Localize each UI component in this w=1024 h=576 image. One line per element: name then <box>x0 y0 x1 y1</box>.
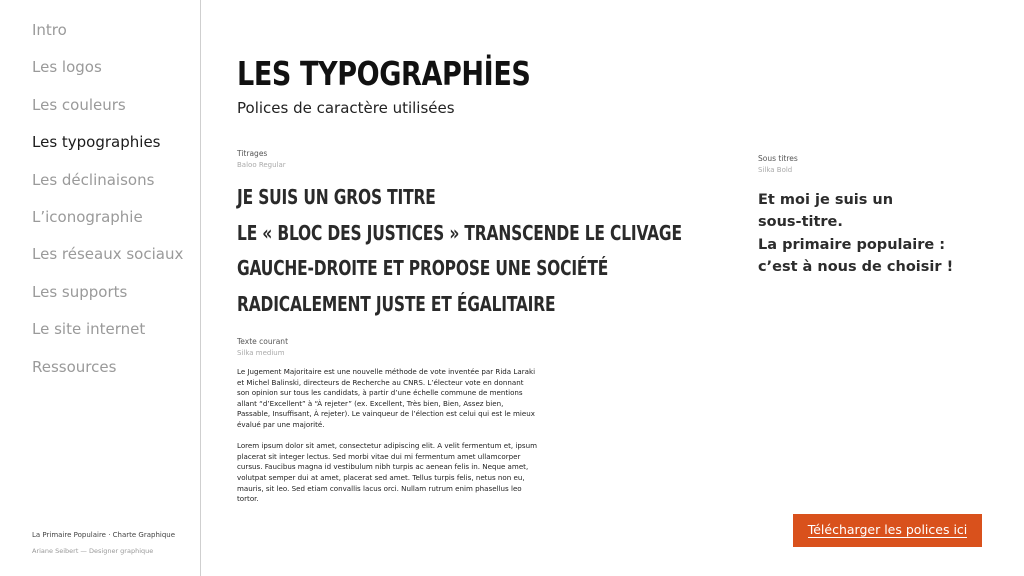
titrages-caption <box>237 149 286 169</box>
sidebar-item-typographies[interactable]: Les typographies <box>32 133 161 152</box>
sidebar-nav <box>32 19 183 393</box>
sidebar-item-logos[interactable]: Les logos <box>32 58 102 77</box>
main-content <box>202 0 1024 576</box>
titrages-sample <box>237 184 754 326</box>
titrages-sample-line: JE SUIS UN GROS TITRE <box>237 185 436 209</box>
download-fonts-button[interactable] <box>793 514 982 547</box>
titrages-label: Titrages <box>237 149 268 158</box>
texte-courant-sample <box>237 367 537 515</box>
body-paragraph: Le Jugement Majoritaire est une nouvelle méthode de vote inventée par Rida Laraki et Michel Balinski, directeurs de Recherche au CNRS. L’électeur vote en donnant son opinion sur tous les candidats, à partir d’une échelle commune de mentions allant “d’Excellent” à “À rejeter” (ex. Excellent, Très bien, Bien, Assez bien, Passable, Insuffisant, À rejeter). Le vainqueur de l’élection est celui qui est le mieux évalué par une majorité. <box>237 367 536 429</box>
soustitres-sample-line: c’est à nous de choisir ! <box>758 258 954 275</box>
soustitres-sample-line: La primaire populaire : <box>758 236 946 253</box>
sidebar-item-iconographie[interactable]: L’iconographie <box>32 207 143 226</box>
footer-brand: La Primaire Populaire · Charte Graphique <box>32 531 176 539</box>
sidebar-item-supports[interactable]: Les supports <box>32 282 128 301</box>
sidebar-item-declinaisons[interactable]: Les déclinaisons <box>32 170 155 189</box>
download-fonts-label: Télécharger les polices ici <box>807 522 968 537</box>
soustitres-label: Sous titres <box>758 154 798 163</box>
texte-courant-label: Texte courant <box>237 337 289 346</box>
titrages-sample-line: LE « BLOC DES JUSTICES » TRANSCENDE LE CLIVAGE <box>237 220 682 245</box>
texte-courant-caption <box>237 337 288 357</box>
texte-courant-font-name: Silka medium <box>237 349 285 357</box>
soustitres-sample-line: Et moi je suis un <box>758 192 894 208</box>
soustitres-font-name: Silka Bold <box>758 166 793 174</box>
sidebar-item-reseaux-sociaux[interactable]: Les réseaux sociaux <box>32 245 184 264</box>
soustitres-sample-line: sous-titre. <box>758 214 843 231</box>
body-paragraph: Lorem ipsum dolor sit amet, consectetur adipiscing elit. A velit fermentum et, ipsum placerat sit integer lectus. Sed morbi vitae dui mi fermentum amet ullamcorper cursus. Faucibus magna id vestibulum nibh turpis ac aenean felis in. Neque amet, volutpat semper dui at amet, placerat sed amet. Tellus turpis felis, netus non eu, mauris, sit leo. Sed etiam convallis lacus orci. Nullam rutrum enim phasellus leo tortor. <box>237 441 537 504</box>
titrages-sample-line: RADICALEMENT JUSTE ET ÉGALITAIRE <box>237 291 556 316</box>
sidebar-item-couleurs[interactable]: Les couleurs <box>32 95 126 114</box>
footer-author: Ariane Seibert — Designer graphique <box>32 547 154 555</box>
sidebar-item-intro[interactable]: Intro <box>32 21 67 39</box>
soustitres-sample <box>758 189 953 278</box>
sidebar-item-site-internet[interactable]: Le site internet <box>32 320 146 339</box>
sidebar-item-ressources[interactable]: Ressources <box>32 357 117 376</box>
soustitres-caption <box>758 154 798 174</box>
page-title: LES TYPOGRAPHİES <box>237 54 531 93</box>
titrages-sample-line: GAUCHE-DROITE ET PROPOSE UNE SOCIÉTÉ <box>237 256 609 280</box>
titrages-font-name: Baloo Regular <box>237 161 286 169</box>
page-subtitle: Polices de caractère utilisées <box>237 99 455 117</box>
sidebar <box>0 0 201 576</box>
